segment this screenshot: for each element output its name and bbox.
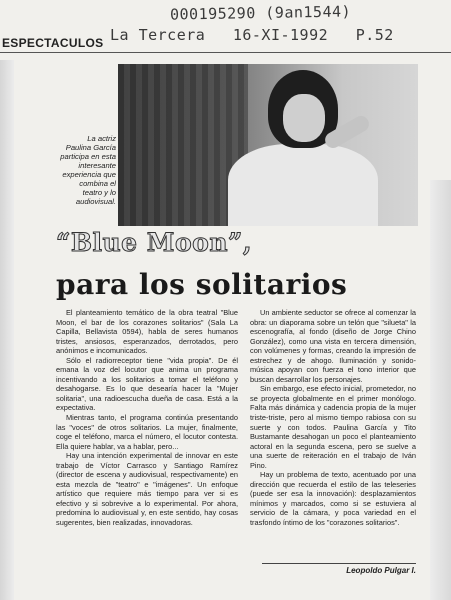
paragraph: Hay una intención experimental de innovar en este trabajo de Víctor Carrasco y Santiago Ramírez (director de escena y audiovisual, respectivamente) en esta mezcla de "teatro" e "imágenes". Un enfoque artístico que requiere más tiempo para ver si es efectivo y si sobrevive a lo experimental. Por ahora, predomina lo audiovisual y, en este sentido, hay cosas sugerentes, bien realizadas, innovadoras. [56, 451, 238, 528]
photo-figure-body [228, 144, 378, 226]
byline-rule [262, 563, 416, 564]
byline: Leopoldo Pulgar I. [346, 566, 416, 575]
article-column-left [56, 308, 238, 528]
section-label: ESPECTACULOS [2, 36, 104, 50]
paragraph: Sin embargo, ese efecto inicial, prometedor, no se proyecta globalmente en el primer monólogo. Falta más dinámica y cadencia propia de la mujer triste-triste, pero al mismo tiempo rabiosa con su suerte y con todos. Paulina García y Tito Bustamante desahogan un poco el planteamiento actoral en la segunda escena, pero se suelve a una suerte de reiteración en el trabajo de Iván Pino. [250, 384, 416, 470]
headline-line-2: para los solitarios [56, 268, 348, 301]
scan-edge-right [430, 180, 451, 600]
paragraph: El planteamiento temático de la obra teatral "Blue Moon, el bar de los corazones solitarios" (Sala La Capilla, Bellavista 0594), habla de seres humanos tristes, ansiosos, esperanzados, derrotados, pero anónimos e incomunicados. [56, 308, 238, 356]
source-annotation [110, 26, 412, 44]
article-column-right [250, 308, 416, 528]
paragraph: Sólo el radiorreceptor tiene "vida propia". De él emana la voz del locutor que anima un programa incentivando a los solitarios a tomar el teléfono y desahogarse. Es lo que desearía hacer la "Mujer solitaria", una radioescucha dueña de casa. Está a la expectativa. [56, 355, 238, 413]
paragraph: Un ambiente seductor se ofrece al comenzar la obra: un diaporama sobre un telón que "silueta" la escenografía, al fondo (diseño de Jorge Chino González), como una vista en tercera dimensión, con volúmenes y formas, creando la impresión de estrechez y de ahogo. Iluminación y sonido-música apoyan con fuerza el tono interior que buscan desarrollar los personajes. [250, 308, 416, 384]
photo-figure-face [283, 94, 325, 142]
actress-photo [118, 64, 418, 226]
headline-line-1: “Blue Moon”, [56, 228, 253, 257]
annotation-page: P.52 [355, 26, 394, 44]
photo-caption: La actriz Paulina García participa en esta interesante experiencia que combina el teatro y lo audiovisual. [60, 134, 116, 206]
paragraph: Hay un problema de texto, acentuado por una dirección que recuerda el estilo de las teleseries (puede ser esa la innovación): desplazamientos mínimos y marcados, como si se estuviera al servicio de la cámara, y poca variedad en el trasfondo íntimo de los "corazones solitarios". [250, 470, 416, 528]
section-rule [0, 52, 451, 53]
archive-code-annotation: 000195290 (9an1544) [169, 2, 352, 24]
annotation-paper: La Tercera [110, 26, 206, 44]
annotation-date: 16-XI-1992 [232, 26, 329, 44]
paragraph: Mientras tanto, el programa continúa presentando las "voces" de otros solitarios. La mujer, finalmente, coge el teléfono, marca el número, el locutor contesta. Ella quiere hablar, va a hablar, pero... [56, 413, 238, 451]
scan-edge-left [0, 60, 14, 600]
